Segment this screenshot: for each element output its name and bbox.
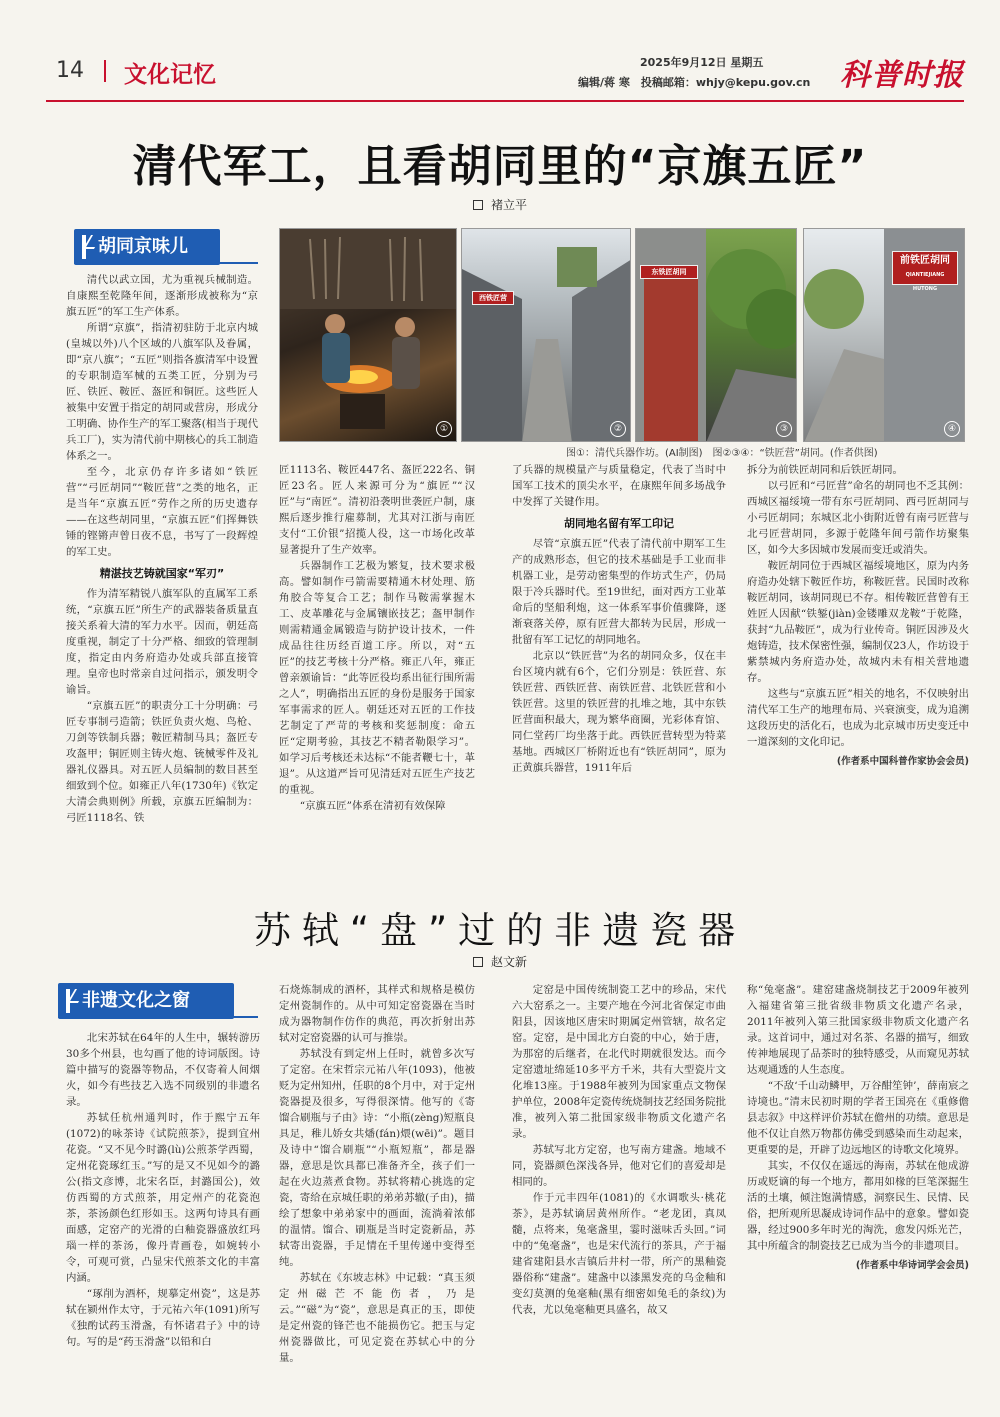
article1-title: 清代军工，且看胡同里的“京旗五匠” <box>132 141 868 192</box>
paragraph: 北宋苏轼在64年的人生中，辗转游历30多个州县，也勾画了他的诗词版图。诗篇中描写的瓷器等物品，不仅寄着人间烟火，如今有些技艺入选不同级别的非遗名录。 <box>66 1032 260 1108</box>
paragraph: 了兵器的规模量产与质量稳定，代表了当时中国军工技术的顶尖水平，在康熙年间多场战争中发挥了关键作用。 <box>512 464 726 508</box>
paragraph: 苏轼任杭州通判时，作于熙宁五年(1072)的咏茶诗《试院煎茶》，提到宜州花瓷。“又不见今时潞(lù)公煎茶学西蜀，定州花瓷琢红玉。”写的是又不见如今的潞公(指文彦博，北宋名臣，封潞国公)，效仿西蜀的方式煎茶，用定州产的花瓷泡茶，茶汤颜色红形如玉。这两句诗具有画面感，定窑产的光滑的白釉瓷器盛放红玛瑙一样的茶汤，像丹青画卷，如婉转小令，可观可赏，凸显宋代煎茶文化的丰富内涵。 <box>66 1112 260 1284</box>
article2-column-2 <box>279 982 475 1372</box>
paragraph: 作于元丰四年(1081)的《水调歌头·桃花茶》，是苏轼谪居黄州所作。“老龙团，真凤髓，点将来，兔毫盏里，霎时滋味舌头回。”词中的“兔毫盏”，也是宋代流行的茶具，产于福建省建阳县水吉镇后井村一带，所产的黑釉瓷器俗称“建盏”。建盏中以漆黑发亮的乌金釉和变幻莫测的兔毫釉(黑有细密如兔毛的条纹)为代表，尤以兔毫釉更具盛名，故又 <box>512 1192 726 1316</box>
paragraph: 这些与“京旗五匠”相关的地名，不仅映射出清代军工生产的地理布局、兴衰演变，成为追溯这段历史的活化石，也成为北京城市历史变迁中一道深刻的文化印记。 <box>747 688 969 748</box>
newspaper-logo: 科普时报 <box>840 58 964 93</box>
header-rule <box>46 100 964 102</box>
paragraph: “京旗五匠”体系在清初有效保障 <box>299 800 446 812</box>
paragraph: 称“兔毫盏”。建窑建盏烧制技艺于2009年被列入福建省第三批省级非物质文化遗产名录，2011年被列入第三批国家级非物质文化遗产名录。这首词中，通过对名茶、名器的描写，细致传神地展现了品茶时的独特感受，从而窥见苏轼达观通透的人生态度。 <box>747 984 969 1076</box>
paragraph: 所谓“京旗”，指清初驻防于北京内城(皇城以外)八个区域的八旗军队及眷属，即“京八旗”；“五匠”则指各旗清军中设置的专职制造军械的五类工匠，分别为弓匠、铁匠、鞍匠、盔匠和铜匠。这些匠人被集中安置于指定的胡同或营房，形成分工明确、协作生产的军工聚落(相当于现代兵工厂)，实为清代前中期核心的兵工制造体系之一。 <box>66 322 258 462</box>
street-sign-cn: 前铁匠胡同 <box>900 255 950 266</box>
photo-hutong-3 <box>635 228 797 442</box>
street-sign <box>892 251 958 292</box>
editor-name: 编辑/蒋 寒 <box>578 76 630 89</box>
article1-column-1 <box>66 272 258 862</box>
paragraph: 拆分为前铁匠胡同和后铁匠胡同。 <box>747 464 903 476</box>
article2-title: 苏轼“盘”过的非遗瓷器 <box>253 909 747 952</box>
article1-column-tag <box>74 229 220 265</box>
street-sign: 西铁匠营 <box>472 291 514 305</box>
alley-illustration <box>636 229 797 442</box>
paragraph: 兵器制作工艺极为繁复，技术要求极高。譬如制作弓箭需要精通木材处理、筋角胶合等复合工艺；制作马鞍需掌握木工、皮革雕花与金属镶嵌技艺；盔甲制作则需精通金属锻造与防护设计技术，一件成品往往历经百道工序。所以，对“五匠”的技艺考核十分严格。雍正八年，雍正曾亲颁谕旨：“此等匠役均系出征行围所需之人”，明确指出五匠的身份是服务于国家军事需求的匠人。朝廷还对五匠的工作技艺制定了严苛的考核和奖惩制度：命五匠“定期考验，其技艺不精者勒限学习”。如学习后考核还未达标“不能者鞭七十，革退”。从这道严旨可见清廷对五匠生产技艺的重视。 <box>279 560 475 796</box>
workshop-illustration <box>280 229 457 442</box>
paragraph: “不敌‘千山动鳞甲，万谷酣笙钟’，薛南宸之诗境也。”清末民初时期的学者王国亮在《重修儋县志叙》中这样评价苏轼在儋州的功绩。意思是他不仅让自然万物都仿佛受到感染而生动起来，更重要的是，开辟了边远地区的诗歌文化境界。 <box>747 1080 969 1156</box>
paragraph: 其实，不仅仅在遥远的海南，苏轼在他成游历或贬谪的每一个地方，都用如椽的巨笔深掘生活的土壤，倾注饱满情感，洞察民生、民情、民俗，把所观所思凝成诗词作品中的意象。譬如瓷器，经过900多年时光的淘洗，愈发闪烁光芒，其中所蕴含的制瓷技艺已成为当今的非遗项目。 <box>747 1160 969 1252</box>
paragraph: 苏轼写北方定窑，也写南方建盏。地域不同，瓷器颜色深浅各异，他对它们的喜爱却是相同的。 <box>512 1144 726 1188</box>
photo-number-1: ① <box>436 421 452 437</box>
editor-info <box>578 74 810 90</box>
paragraph: 石烧炼制成的酒杯，其样式和规格是模仿定州瓷制作的。从中可知定窑瓷器在当时成为器物制作仿作的典范，再次折射出苏轼对定窑瓷器的认可与推崇。 <box>279 984 475 1044</box>
submission-email: 投稿邮箱：whjy@kepu.gov.cn <box>640 76 811 89</box>
article2-column-4 <box>747 982 969 1372</box>
paragraph: “琢削为酒杯，规摹定州瓷”，这是苏轼在颍州作太守，于元祐六年(1091)所写《独酌试药玉滑盏，有怀诸君子》中的诗句。写的是“药玉滑盏”以铅和白 <box>66 1288 260 1348</box>
byline-box-icon <box>473 200 483 210</box>
photo-hutong-4 <box>803 228 965 442</box>
article2-column-3 <box>512 982 726 1372</box>
street-sign: 东铁匠胡同 <box>640 265 698 279</box>
article1-column-2 <box>279 462 475 862</box>
paragraph: 定窑是中国传统制瓷工艺中的珍品，宋代六大窑系之一。主要产地在今河北省保定市曲阳县，因该地区唐宋时期属定州管辖，故名定窑。定窑，是中国北方白瓷的中心，始于唐，为那窑的后继者，在北代时期就很发达。而今定窑遗址绵延10多平方千米，共有大型瓷片文化堆13座。于1988年被列为国家重点文物保护单位，2008年定瓷传统烧制技艺经国务院批准，被列入第二批国家级非物质文化遗产名录。 <box>512 984 726 1140</box>
header-divider <box>104 60 106 82</box>
page-number: 14 <box>56 58 84 83</box>
article1-column-4 <box>747 462 969 862</box>
paragraph: 北京以“铁匠营”为名的胡同众多，仅在丰台区境内就有6个，它们分别是：铁匠营、东铁匠营、西铁匠营、南铁匠营、北铁匠营和小铁匠营。这里的铁匠营的扎堆之地，其中东铁匠营面积最大，现为繁华商圈，光彩体育馆、同仁堂药厂均坐落于此。西铁匠营转型为特菜基地。西城区厂桥附近也有“铁匠胡同”，原为正黄旗兵器营，1911年后 <box>512 650 726 774</box>
tag-underline <box>58 1016 258 1018</box>
article2-column-tag-label: 非遗文化之窗 <box>82 990 190 1011</box>
paragraph: 尽管“京旗五匠”代表了清代前中期军工生产的成熟形态，但它的技术基础是手工业而非机器工业，是劳动密集型的作坊式生产，仍局限于冷兵器时代。至19世纪，面对西方工业革命后的坚船利炮，这一体系军事价值骤降，逐渐衰落关停，原有匠营大都转为民居，形成一批留有军工记忆的胡同地名。 <box>512 538 726 646</box>
photo-number-3: ③ <box>776 421 792 437</box>
subheading: 精湛技艺铸就国家“军刃” <box>99 567 225 580</box>
subheading: 胡同地名留有军工印记 <box>564 517 674 530</box>
byline-box-icon <box>473 957 483 967</box>
street-sign-en: QIANTIEJIANG HUTONG <box>905 272 945 292</box>
article1-author: 褚立平 <box>490 198 527 212</box>
photo-number-2: ② <box>610 421 626 437</box>
photo-caption: 图①：清代兵器作坊。(AI制图) 图②③④：“铁匠营”胡同。(作者供图) <box>566 448 878 459</box>
article2-author: 赵文新 <box>490 955 527 969</box>
paragraph: “京旗五匠”的职责分工十分明确：弓匠专事制弓造箭；铁匠负责火炮、鸟枪、刀剑等铁制兵器；鞍匠精制马具；盔匠专攻盔甲；铜匠则主铸火炮、铳械零件及礼器礼仪器具。对五匠人员编制的数目甚至细致到个位。如雍正八年(1730年)《钦定大清会典则例》所载，京旗五匠编制为：弓匠1118名、铁 <box>66 700 258 824</box>
paragraph: 苏轼在《东坡志林》中记载：“真玉须定州磁芒不能伤者，乃是云。”“磁”为“瓷”，意思是真正的玉，即使是定州瓷的锋芒也不能损伤它。把玉与定州瓷器做比，可见定瓷在苏轼心中的分量。 <box>279 1272 475 1364</box>
hutong-illustration <box>462 229 631 442</box>
article1-byline <box>0 196 1000 213</box>
paragraph: 匠1113名、鞍匠447名、盔匠222名、铜匠23名。匠人来源可分为“旗匠”“汉匠”与“南匠”。清初沿袭明世袭匠户制，康熙后逐步推行雇募制，尤其对江浙与南匠支付“工价银”招揽人役，这一市场化改革显著提升了生产效率。 <box>279 464 475 556</box>
paragraph: 鞍匠胡同位于西城区福绥境地区，原为内务府造办处辖下鞍匠作坊，称鞍匠营。民国时改称鞍匠胡同，该胡同现已不存。相传鞍匠营曾有王姓匠人因献“铁錾(jiàn)金镂雕双龙鞍”于乾隆，获封“九品鞍匠”，成为行业传奇。铜匠因涉及火炮铸造，技术保密性强，编制仅23人，作坊设于紫禁城内务府造办处，故城内未有相关营地遗存。 <box>747 560 969 684</box>
paragraph: 苏轼没有到定州上任时，就曾多次写了定窑。在宋哲宗元祐八年(1093)，他被贬为定州知州，任职的8个月中，对于定州瓷器提及很多，写得很深情。他写的《寄馏合刷瓶与子由》诗：“小瓶(zèng)短瓶良具足，稚儿娇女共燔(fán)煨(wēi)”。题目及诗中“馏合刷瓶”“小瓶短瓶”，都是器器，意思是饮具都已准备齐全，孩子们一起在火边蒸煮食物。苏轼将精心挑选的定瓷，寄给在京城任职的弟弟苏辙(子由)，描绘了想象中弟弟家中的画面，流淌着浓郁的温情。馏合、刷瓶是当时定瓷新品，苏轼寄出瓷器，手足情在千里传递中变得至纯。 <box>279 1048 475 1268</box>
paragraph: 清代以武立国，尤为重视兵械制造。自康熙至乾隆年间，逐渐形成被称为“京旗五匠”的军工生产体系。 <box>66 274 258 318</box>
article1-column-3 <box>512 462 726 862</box>
tag-underline <box>74 262 258 264</box>
author-note: (作者系中华诗词学会会员) <box>855 1260 969 1271</box>
photo-hutong-2 <box>461 228 631 442</box>
article1-column-tag-label: 胡同京味儿 <box>98 236 188 257</box>
section-title: 文化记忆 <box>124 62 216 88</box>
issue-date: 2025年9月12日 星期五 <box>640 56 764 69</box>
article2-byline <box>0 953 1000 970</box>
article2-column-1 <box>66 1030 260 1370</box>
paragraph: 作为清军精锐八旗军队的直属军工系统，“京旗五匠”所生产的武器装备质量直接关系着大清的军力水平。因而，朝廷高度重视，制定了十分严格、细致的管理制度，指定由内务府造办处或兵部直接管理。皇帝也时常亲自过问指示，颁发明令谕旨。 <box>66 588 258 696</box>
paragraph: 以弓匠和“弓匠营”命名的胡同也不乏其例：西城区福绥境一带有东弓匠胡同、西弓匠胡同与小弓匠胡同；东城区北小街附近曾有南弓匠营与北弓匠营胡同，多源于乾隆年间弓箭作坊聚集区，如今大多因城市发展而变迁或消失。 <box>747 480 969 556</box>
photo-number-4: ④ <box>944 421 960 437</box>
article2-column-tag <box>58 983 234 1019</box>
photo-workshop <box>279 228 457 442</box>
paragraph: 至今，北京仍存许多诸如“铁匠营”“弓匠胡同”“鞍匠营”之类的地名，正是当年“京旗五匠”劳作之所的历史遗存——在这些胡同里，“京旗五匠”们挥舞铁锤的铿锵声曾日夜不息，书写了一段辉煌的军工史。 <box>66 466 258 558</box>
author-note: (作者系中国科普作家协会会员) <box>836 756 969 767</box>
